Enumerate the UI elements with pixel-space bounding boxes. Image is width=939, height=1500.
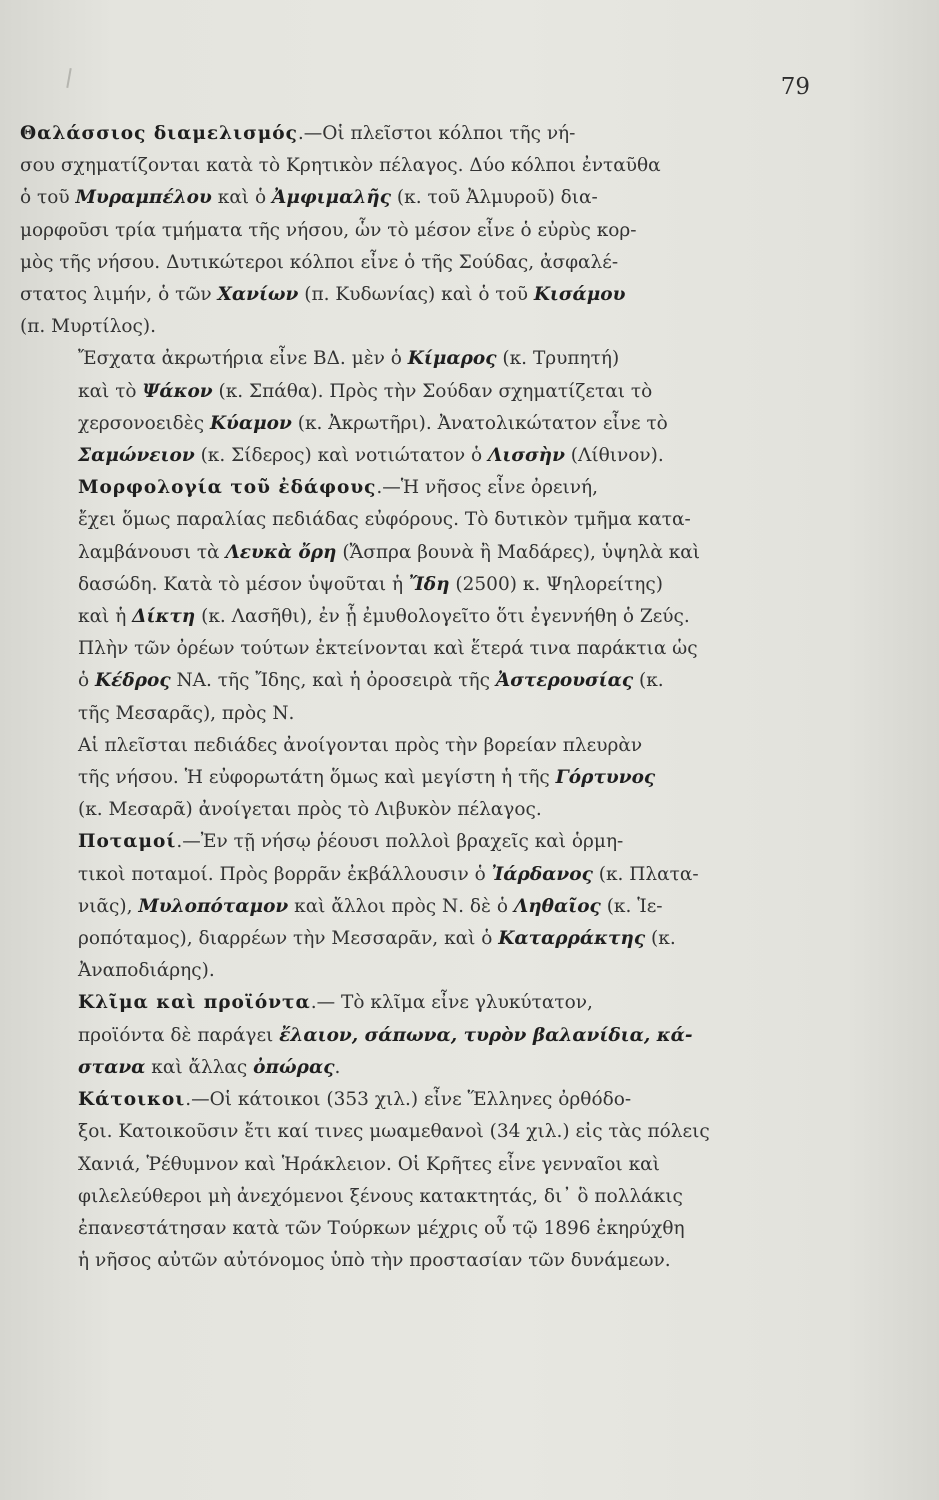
text-run: ΝΑ. τῆς Ἴδης, καὶ ἡ ὀροσειρὰ τῆς <box>170 670 496 692</box>
text-line <box>20 440 780 472</box>
text-run: προϊόντα δὲ παράγει <box>78 1024 280 1046</box>
section-heading: Κάτοικοι <box>78 1089 186 1111</box>
text-run: φιλελεύθεροι μὴ ἀνεχόμενοι ξένους κατακτητάς, δι᾽ ὃ πολλάκις <box>78 1185 683 1207</box>
text-line <box>20 150 780 182</box>
text-line <box>20 698 780 730</box>
text-run: τῆς νήσου. Ἡ εὐφορωτάτη ὅμως καὶ μεγίστη ἡ τῆς <box>78 767 556 789</box>
text-run: δασώδη. Κατὰ τὸ μέσον ὑψοῦται ἡ <box>78 573 409 595</box>
text-run: (κ. Μεσαρᾶ) ἀνοίγεται πρὸς τὸ Λιβυκὸν πέλαγος. <box>78 799 542 821</box>
text-run: καὶ ἄλλοι πρὸς Ν. δὲ ὁ <box>288 895 514 917</box>
text-run: ροπόταμος), διαρρέων τὴν Μεσσαρᾶν, καὶ ὁ <box>78 928 499 950</box>
text-line <box>20 601 780 633</box>
text-line <box>20 794 780 826</box>
text-run: (κ. Λασῆθι), ἐν ᾗ ἐμυθολογεῖτο ὅτι ἐγεννήθη ὁ Ζεύς. <box>195 606 690 628</box>
text-line <box>20 955 780 987</box>
scan-mark <box>66 68 71 88</box>
text-run: (π. Μυρτίλος). <box>20 316 157 338</box>
text-run: .—Ἐν τῇ νήσῳ ῥέουσι πολλοὶ βραχεῖς καὶ ὁρμη- <box>176 831 624 853</box>
text-line <box>20 537 780 569</box>
text-line <box>20 215 780 247</box>
text-run: .—Οἱ κάτοικοι (353 χιλ.) εἶνε Ἕλληνες ὀρθόδο- <box>185 1089 632 1111</box>
text-run: ἐπανεστάτησαν κατὰ τῶν Τούρκων μέχρις οὗ τῷ 1896 ἐκηρύχθη <box>78 1217 685 1239</box>
paragraph <box>20 1084 780 1277</box>
emphasized-term: Μυλοπόταμον <box>138 895 289 917</box>
emphasized-term: ὀπώρας <box>253 1056 335 1078</box>
text-run: τικοὶ ποταμοί. Πρὸς βορρᾶν ἐκβάλλουσιν ὁ <box>78 863 492 885</box>
text-run: Χανιά, Ῥέθυμνον καὶ Ἡράκλειον. Οἱ Κρῆτες εἶνε γενναῖοι καὶ <box>78 1153 660 1175</box>
text-line <box>20 1052 780 1084</box>
text-line <box>20 923 780 955</box>
text-run: (κ. Ἀκρωτῆρι). Ἀνατολικώτατον εἶνε τὸ <box>291 412 668 434</box>
text-line <box>20 859 780 891</box>
text-run: (κ. Ἱε- <box>600 895 663 917</box>
emphasized-term: Λευκὰ ὄρη <box>225 541 337 563</box>
text-line <box>20 633 780 665</box>
text-line <box>20 182 780 214</box>
body-text <box>20 118 780 1277</box>
text-line <box>20 891 780 923</box>
text-line <box>20 118 780 150</box>
paragraph <box>20 987 780 1084</box>
text-run: (π. Κυδωνίας) καὶ ὁ τοῦ <box>298 284 534 306</box>
text-line <box>20 1245 780 1277</box>
text-run: μὸς τῆς νήσου. Δυτικώτεροι κόλποι εἶνε ὁ τῆς Σούδας, ἀσφαλέ- <box>20 251 619 273</box>
text-run: ξοι. Κατοικοῦσιν ἔτι καί τινες μωαμεθανοὶ (34 χιλ.) εἰς τὰς πόλεις <box>78 1121 710 1143</box>
emphasized-term: ἔλαιον, σάπωνα, τυρὸν βαλανίδια, κά- <box>279 1024 693 1046</box>
text-run: ἔχει ὅμως παραλίας πεδιάδας εὐφόρους. Τὸ δυτικὸν τμῆμα κατα- <box>78 509 691 531</box>
text-line <box>20 343 780 375</box>
emphasized-term: Λισσὴν <box>488 445 565 467</box>
emphasized-term: Κύαμον <box>209 412 292 434</box>
text-run: καὶ τὸ <box>78 380 143 402</box>
text-line <box>20 826 780 858</box>
emphasized-term: Ἴδη <box>408 573 450 595</box>
text-run: (Λίθινον). <box>564 445 664 467</box>
text-line <box>20 1181 780 1213</box>
text-run: Ἀναποδιάρης). <box>78 960 215 982</box>
text-run: καὶ ἡ <box>78 606 133 628</box>
text-run: νιᾶς), <box>78 895 139 917</box>
section-heading: Ποταμοί <box>78 831 177 853</box>
emphasized-term: Ἀμφιμαλῆς <box>271 187 392 209</box>
text-run: σου σχηματίζονται κατὰ τὸ Κρητικὸν πέλαγος. Δύο κόλποι ἐνταῦθα <box>20 155 661 177</box>
text-run: (κ. <box>645 928 676 950</box>
emphasized-term: Κίμαρος <box>407 348 497 370</box>
section-heading: Θαλάσσιος διαμελισμός <box>20 123 298 144</box>
paragraph <box>20 472 780 730</box>
paragraph <box>20 730 780 827</box>
text-run: Ἔσχατα ἀκρωτήρια εἶνε ΒΔ. μὲν ὁ <box>78 348 408 370</box>
text-line <box>20 1084 780 1116</box>
emphasized-term: Κισάμου <box>533 284 626 306</box>
emphasized-term: Ἀστερουσίας <box>495 670 634 692</box>
section-heading: Κλῖμα καὶ προϊόντα <box>78 992 311 1014</box>
text-run: τῆς Μεσαρᾶς), πρὸς Ν. <box>78 702 295 724</box>
text-run: Πλὴν τῶν ὀρέων τούτων ἐκτείνονται καὶ ἕτερά τινα παράκτια ὡς <box>78 638 698 660</box>
section-heading: Μορφολογία τοῦ ἐδάφους <box>78 477 377 499</box>
text-run: μορφοῦσι τρία τμήματα τῆς νήσου, ὧν τὸ μέσον εἶνε ὁ εὐρὺς κορ- <box>20 219 637 241</box>
text-run: (κ. Τρυπητή) <box>496 348 620 370</box>
paragraph <box>20 343 780 472</box>
text-line <box>20 472 780 504</box>
text-run: Αἱ πλεῖσται πεδιάδες ἀνοίγονται πρὸς τὴν βορείαν πλευρὰν <box>78 734 643 756</box>
emphasized-term: Καταρράκτης <box>498 928 646 950</box>
emphasized-term: Γόρτυνος <box>555 767 656 789</box>
emphasized-term: Σαμώνειον <box>78 445 195 467</box>
text-line <box>20 311 780 343</box>
text-run: καὶ ὁ <box>211 187 272 209</box>
page-number: 79 <box>780 74 810 100</box>
text-run: (2500) κ. Ψηλορείτης) <box>449 573 663 595</box>
emphasized-term: Μυραμπέλου <box>75 187 212 209</box>
text-line <box>20 665 780 697</box>
emphasized-term: Ληθαῖος <box>513 895 601 917</box>
text-run: (κ. τοῦ Ἀλμυροῦ) δια- <box>391 187 598 209</box>
text-line <box>20 987 780 1019</box>
emphasized-term: Κέδρος <box>95 670 171 692</box>
text-run: (κ. Πλατα- <box>592 863 699 885</box>
text-line <box>20 1020 780 1052</box>
emphasized-term: Ἰάρδανος <box>491 863 593 885</box>
emphasized-term: Δίκτη <box>132 606 196 628</box>
text-run: (Ἄσπρα βουνὰ ἢ Μαδάρες), ὑψηλὰ καὶ <box>336 541 701 563</box>
text-line <box>20 1149 780 1181</box>
text-run: (κ. <box>633 670 664 692</box>
text-line <box>20 376 780 408</box>
emphasized-term: Χανίων <box>217 284 299 306</box>
text-line <box>20 247 780 279</box>
text-run: ἡ νῆσος αὐτῶν αὐτόνομος ὑπὸ τὴν προστασίαν τῶν δυνάμεων. <box>78 1250 671 1272</box>
emphasized-term: στανα <box>78 1056 146 1078</box>
paragraph <box>20 826 780 987</box>
text-run: ὁ <box>78 670 96 692</box>
text-run: καὶ ἄλλας <box>145 1056 254 1078</box>
text-line <box>20 762 780 794</box>
text-line <box>20 408 780 440</box>
paragraph <box>20 118 780 343</box>
text-run: . <box>334 1056 341 1078</box>
text-line <box>20 1213 780 1245</box>
emphasized-term: Ψάκον <box>142 380 213 402</box>
text-run: στατος λιμήν, ὁ τῶν <box>20 284 218 306</box>
text-run: χερσονοειδὲς <box>78 412 210 434</box>
text-run: (κ. Σίδερος) καὶ νοτιώτατον ὁ <box>194 445 489 467</box>
text-line <box>20 279 780 311</box>
text-line <box>20 504 780 536</box>
text-line <box>20 730 780 762</box>
text-line <box>20 569 780 601</box>
text-line <box>20 1116 780 1148</box>
text-run: (κ. Σπάθα). Πρὸς τὴν Σούδαν σχηματίζεται τὸ <box>212 380 653 402</box>
text-run: .—Ἡ νῆσος εἶνε ὀρεινή, <box>376 477 598 499</box>
text-run: λαμβάνουσι τὰ <box>78 541 226 563</box>
text-run: .—Οἱ πλεῖστοι κόλποι τῆς νή- <box>297 123 576 144</box>
text-run: ὁ τοῦ <box>20 187 76 209</box>
text-run: .— Τὸ κλῖμα εἶνε γλυκύτατον, <box>310 992 593 1014</box>
